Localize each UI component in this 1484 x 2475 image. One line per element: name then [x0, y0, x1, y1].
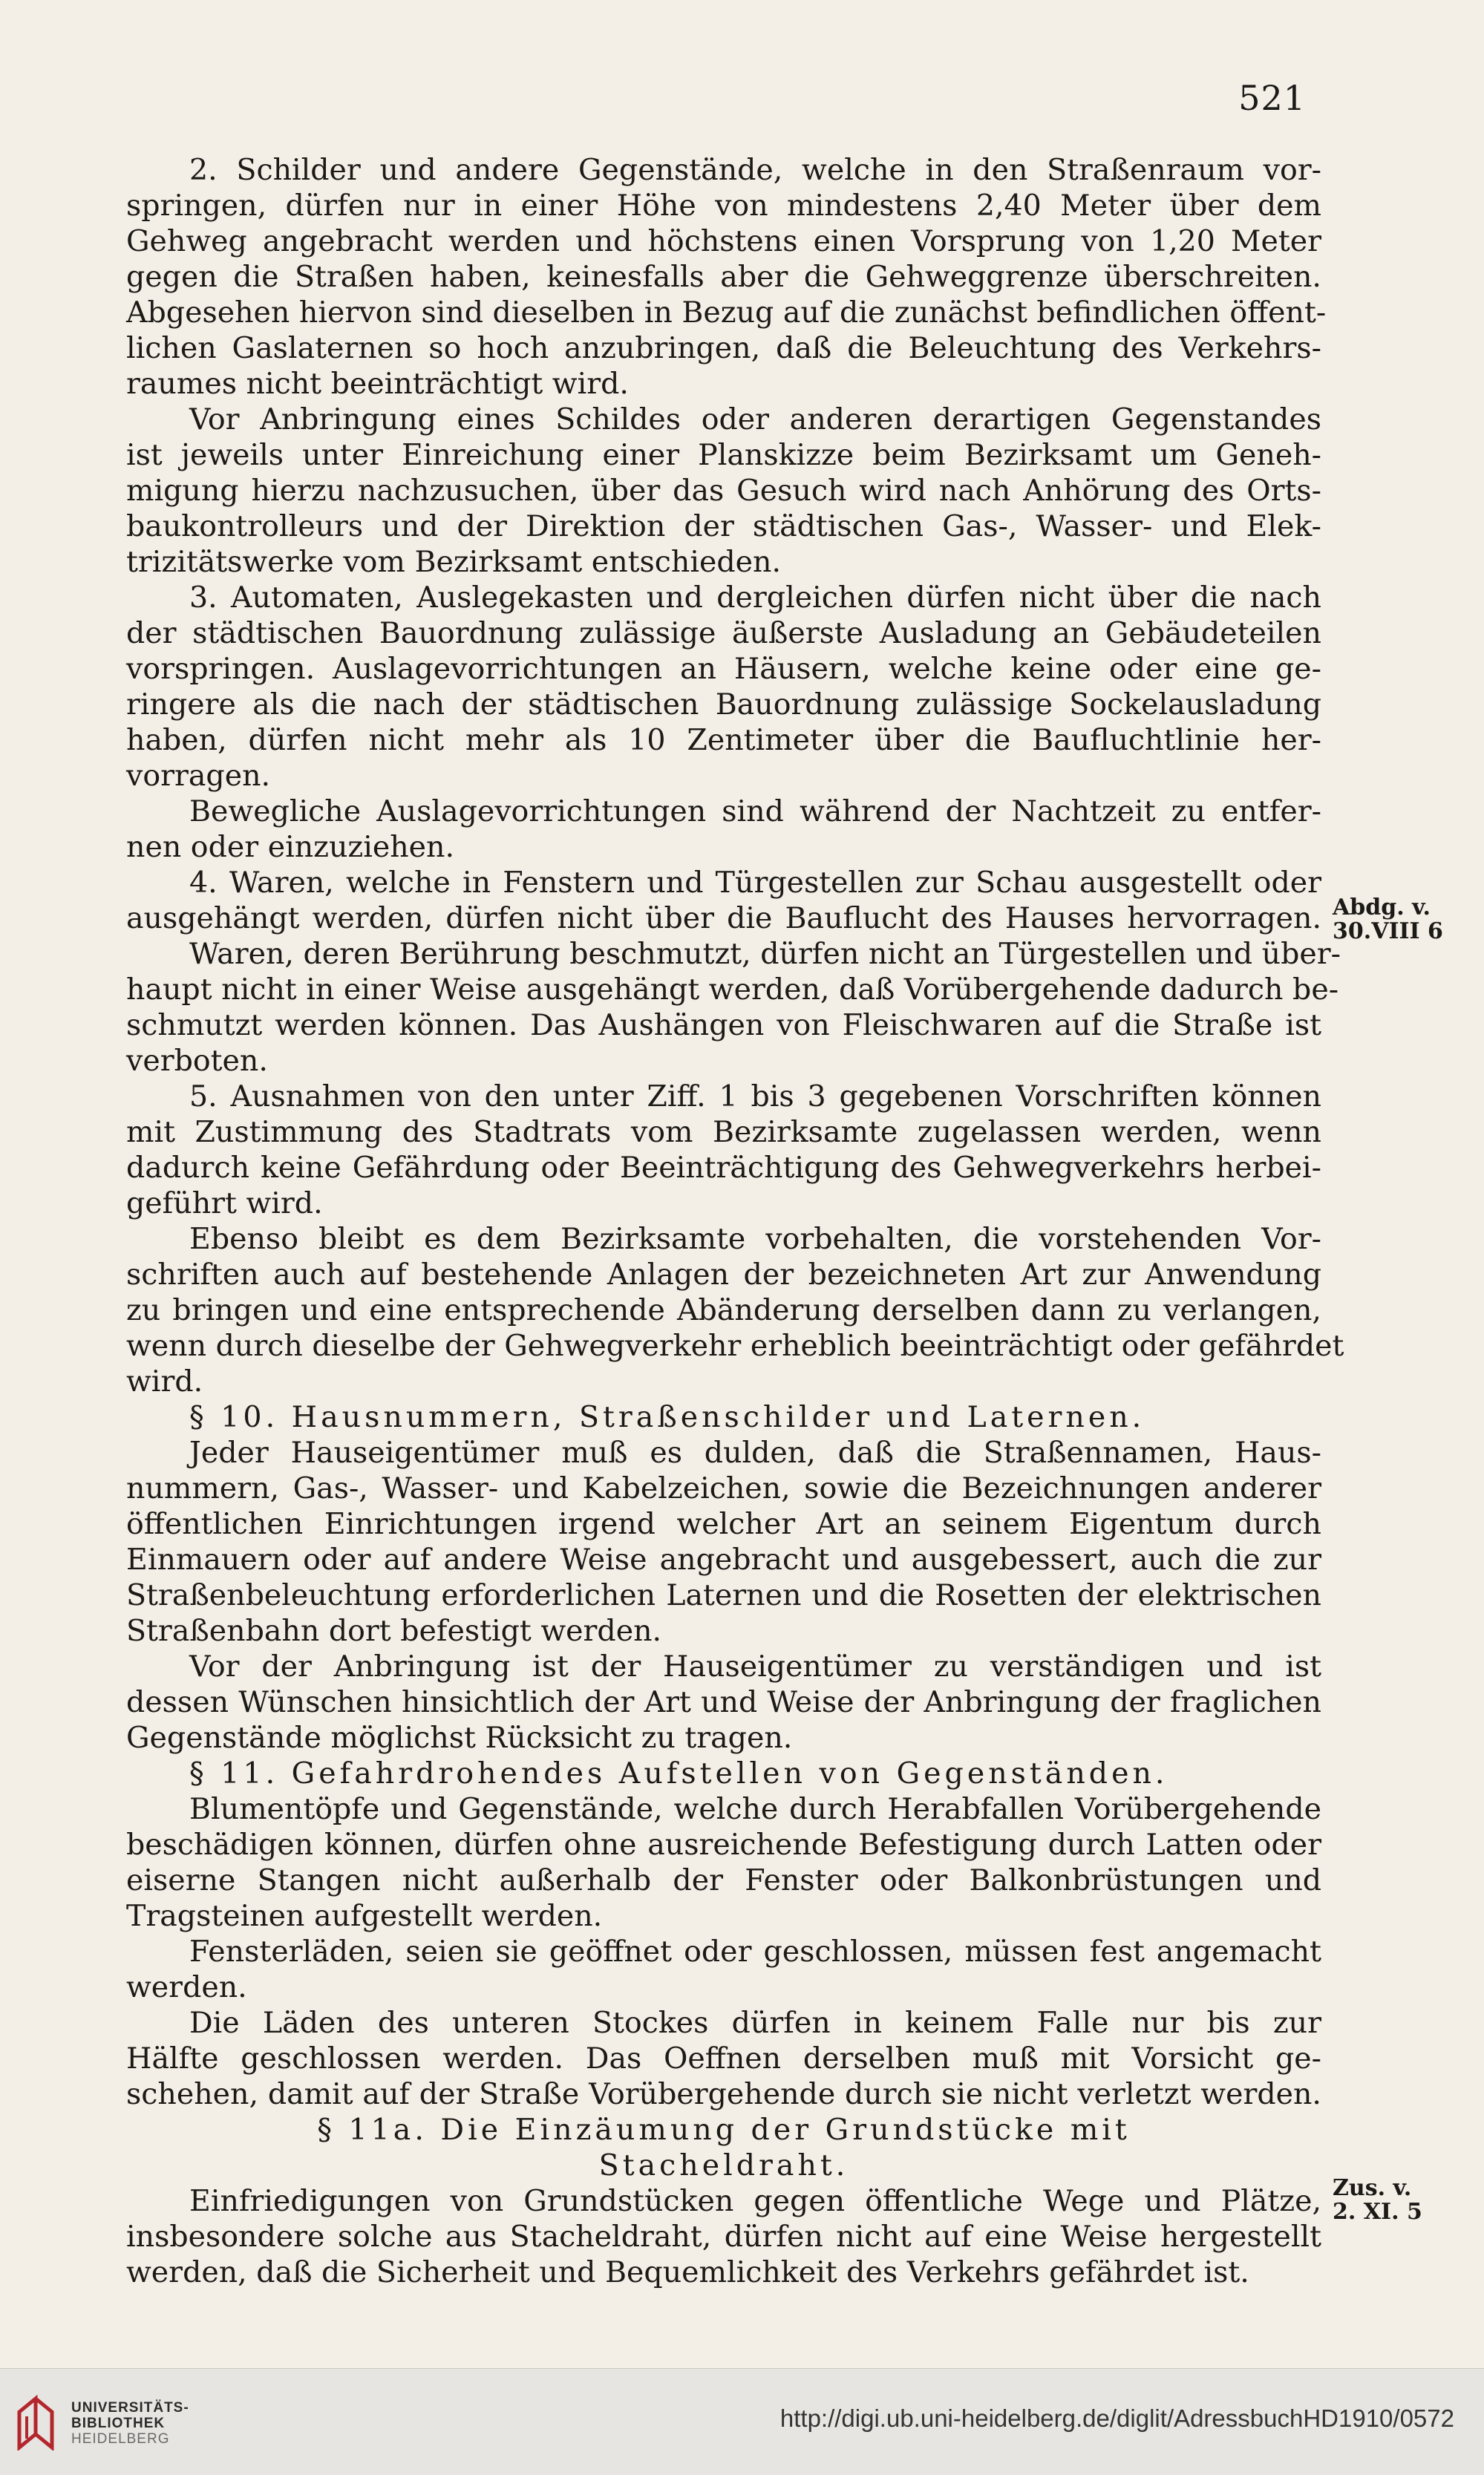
margin-note-line: 30.VIII 6 — [1333, 918, 1443, 944]
text-line: Jeder Hauseigentümer muß es dulden, daß die Straßennamen, Haus- — [189, 1436, 1321, 1470]
text-line: wird. — [126, 1364, 203, 1399]
text-line: verboten. — [126, 1044, 268, 1078]
text-line: Waren, deren Berührung beschmutzt, dürfen nicht an Türgestellen und über- — [189, 937, 1341, 971]
text-line: eiserne Stangen nicht außerhalb der Fenster oder Balkonbrüstungen und — [126, 1863, 1321, 1897]
text-line: haben, dürfen nicht mehr als 10 Zentimeter über die Baufluchtlinie her- — [126, 723, 1321, 757]
logo-line: HEIDELBERG — [71, 2431, 170, 2447]
text-line: Ebenso bleibt es dem Bezirksamte vorbehalten, die vorstehenden Vor- — [189, 1222, 1321, 1256]
text-line: Einmauern oder auf andere Weise angebracht und ausgebessert, auch die zur — [126, 1543, 1321, 1577]
text-line: § 10. Hausnummern, Straßenschilder und Laternen. — [189, 1400, 1145, 1434]
text-line: springen, dürfen nur in einer Höhe von mindestens 2,40 Meter über dem — [126, 189, 1321, 223]
text-line: Einfriedigungen von Grundstücken gegen öffentliche Wege und Plätze, — [189, 2184, 1321, 2218]
text-line: vorspringen. Auslagevorrichtungen an Häusern, welche keine oder eine ge- — [126, 652, 1321, 686]
source-url[interactable]: http://digi.ub.uni-heidelberg.de/diglit/AdressbuchHD1910/0572 — [779, 2404, 1454, 2432]
text-line: Gegenstände möglichst Rücksicht zu tragen. — [126, 1721, 793, 1755]
text-line: dessen Wünschen hinsichtlich der Art und Weise der Anbringung der fraglichen — [126, 1685, 1321, 1719]
text-line: Bewegliche Auslagevorrichtungen sind während der Nachtzeit zu entfer- — [189, 794, 1321, 828]
text-line: § 11a. Die Einzäumung der Grundstücke mit — [317, 2113, 1131, 2147]
text-line: ist jeweils unter Einreichung einer Planskizze beim Bezirksamt um Geneh- — [126, 438, 1321, 472]
text-line: trizitätswerke vom Bezirksamt entschieden. — [126, 545, 781, 579]
text-line: schmutzt werden können. Das Aushängen von Fleischwaren auf die Straße ist — [126, 1008, 1321, 1042]
text-line: nummern, Gas-, Wasser- und Kabelzeichen, sowie die Bezeichnungen anderer — [126, 1471, 1321, 1505]
text-line: mit Zustimmung des Stadtrats vom Bezirksamte zugelassen werden, wenn — [126, 1115, 1321, 1149]
text-line: lichen Gaslaternen so hoch anzubringen, daß die Beleuchtung des Verkehrs- — [126, 331, 1321, 365]
text-line: Abgesehen hiervon sind dieselben in Bezug auf die zunächst befindlichen öffent- — [126, 295, 1327, 330]
margin-note-abdg — [1333, 896, 1459, 944]
text-line: Vor Anbringung eines Schildes oder anderen derartigen Gegenstandes — [189, 402, 1321, 437]
text-line: ausgehängt werden, dürfen nicht über die Bauflucht des Hauses hervorragen. — [126, 901, 1321, 935]
footer-bar — [0, 2368, 1484, 2475]
text-line: zu bringen und eine entsprechende Abänderung derselben dann zu verlangen, — [126, 1293, 1321, 1327]
text-line: Vor der Anbringung ist der Hauseigentümer zu verständigen und ist — [189, 1650, 1321, 1684]
text-line: geführt wird. — [126, 1186, 323, 1220]
text-line: Straßenbahn dort befestigt werden. — [126, 1614, 662, 1648]
margin-note-line: 2. XI. 5 — [1333, 2199, 1422, 2225]
text-line: insbesondere solche aus Stacheldraht, dürfen nicht auf eine Weise hergestellt — [126, 2220, 1321, 2254]
text-line: öffentlichen Einrichtungen irgend welcher Art an seinem Eigentum durch — [126, 1507, 1321, 1541]
text-line: 4. Waren, welche in Fenstern und Türgestellen zur Schau ausgestellt oder — [189, 866, 1321, 900]
text-line: 5. Ausnahmen von den unter Ziff. 1 bis 3 gegebenen Vorschriften können — [189, 1079, 1321, 1114]
text-line: raumes nicht beeinträchtigt wird. — [126, 367, 629, 401]
text-line: Hälfte geschlossen werden. Das Oeffnen derselben muß mit Vorsicht ge- — [126, 2041, 1321, 2076]
margin-note-zus — [1333, 2177, 1459, 2224]
text-line: Blumentöpfe und Gegenstände, welche durch Herabfallen Vorübergehende — [189, 1792, 1321, 1826]
text-line: werden. — [126, 1970, 247, 2004]
library-logo-text — [71, 2400, 189, 2447]
text-line: Fensterläden, seien sie geöffnet oder geschlossen, müssen fest angemacht — [189, 1935, 1321, 1969]
library-logo[interactable] — [13, 2390, 206, 2456]
text-line: beschädigen können, dürfen ohne ausreichende Befestigung durch Latten oder — [126, 1828, 1321, 1862]
text-line: 3. Automaten, Auslegekasten und dergleichen dürfen nicht über die nach — [189, 581, 1321, 615]
text-line: Straßenbeleuchtung erforderlichen Laternen und die Rosetten der elektrischen — [126, 1578, 1321, 1612]
margin-note-line: Zus. v. — [1333, 2175, 1412, 2201]
text-line: der städtischen Bauordnung zulässige äußerste Ausladung an Gebäudeteilen — [126, 616, 1321, 650]
logo-line: BIBLIOTHEK — [71, 2416, 166, 2431]
margin-note-line: Abdg. v. — [1333, 895, 1431, 921]
text-line: schehen, damit auf der Straße Vorübergehende durch sie nicht verletzt werden. — [126, 2077, 1321, 2111]
page-number: 521 — [1238, 78, 1306, 118]
text-line: ringere als die nach der städtischen Bauordnung zulässige Sockelausladung — [126, 687, 1321, 722]
text-line: 2. Schilder und andere Gegenstände, welche in den Straßenraum vor- — [189, 153, 1321, 187]
text-line: Gehweg angebracht werden und höchstens einen Vorsprung von 1,20 Meter — [126, 224, 1321, 258]
text-line: gegen die Straßen haben, keinesfalls aber die Gehweggrenze überschreiten. — [126, 260, 1321, 294]
text-line: Tragsteinen aufgestellt werden. — [126, 1899, 603, 1933]
text-line: migung hierzu nachzusuchen, über das Gesuch wird nach Anhörung des Orts- — [126, 474, 1321, 508]
text-line: nen oder einzuziehen. — [126, 830, 455, 864]
body-text — [126, 152, 1344, 2290]
library-logo-icon — [13, 2394, 61, 2451]
text-line: Die Läden des unteren Stockes dürfen in keinem Falle nur bis zur — [189, 2006, 1321, 2040]
text-line: dadurch keine Gefährdung oder Beeinträchtigung des Gehwegverkehrs herbei- — [126, 1151, 1321, 1185]
text-line: Stacheldraht. — [598, 2148, 849, 2183]
text-line: wenn durch dieselbe der Gehwegverkehr erheblich beeinträchtigt oder gefährdet — [126, 1329, 1344, 1363]
text-line: baukontrolleurs und der Direktion der städtischen Gas-, Wasser- und Elek- — [126, 509, 1321, 543]
text-line: haupt nicht in einer Weise ausgehängt werden, daß Vorübergehende dadurch be- — [126, 972, 1339, 1007]
text-line: schriften auch auf bestehende Anlagen der bezeichneten Art zur Anwendung — [126, 1258, 1321, 1292]
logo-line: UNIVERSITÄTS- — [71, 2400, 189, 2416]
text-line: werden, daß die Sicherheit und Bequemlichkeit des Verkehrs gefährdet ist. — [126, 2255, 1249, 2289]
text-line: vorragen. — [126, 759, 271, 793]
text-line: § 11. Gefahrdrohendes Aufstellen von Gegenständen. — [189, 1756, 1168, 1791]
